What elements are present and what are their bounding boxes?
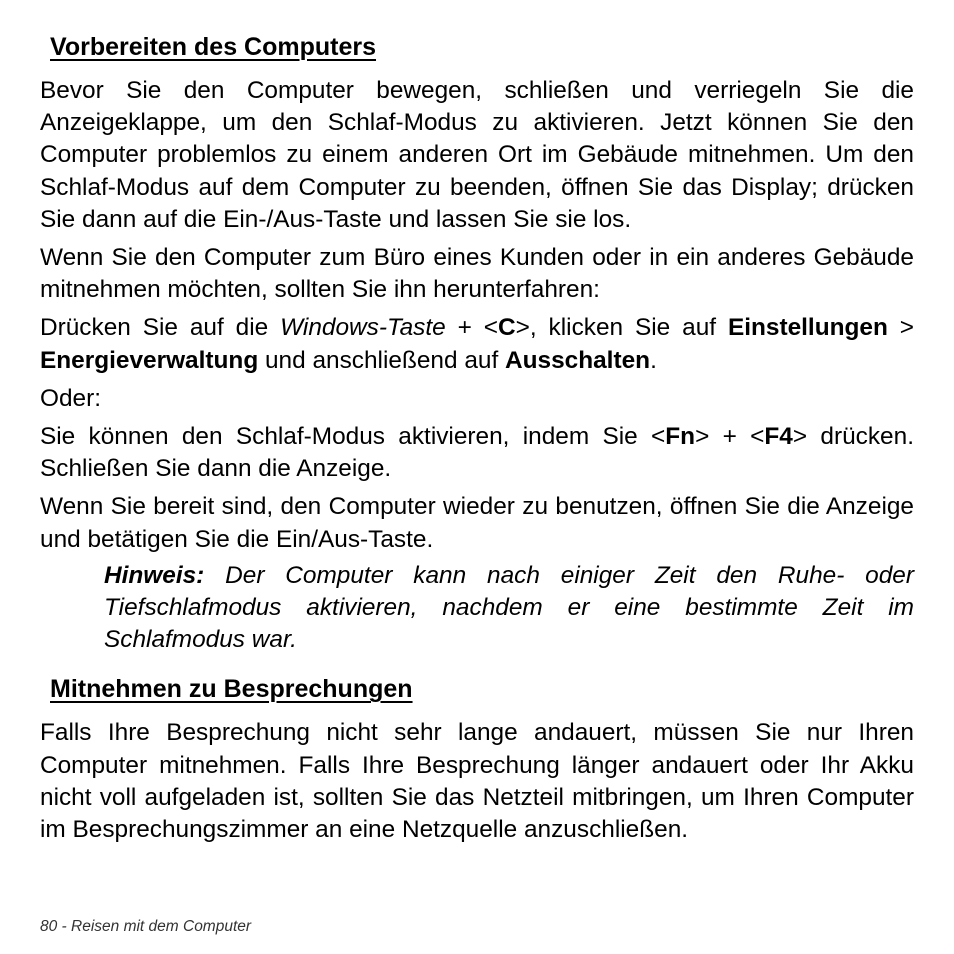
text-run: > [887, 314, 915, 342]
document-page [40, 30, 914, 846]
note-text: Der Computer kann nach einiger Zeit den Ruhe- oder Tiefschlafmodus aktivieren, nachdem er eine bestimmte Zeit im Schlafmodus war. [104, 561, 914, 654]
text-run: . [650, 346, 657, 374]
shutdown-term: Ausschalten [505, 346, 651, 374]
key-f4: F4 [764, 423, 793, 451]
page-footer: 80 - Reisen mit dem Computer [40, 918, 252, 935]
paragraph-fn-f4 [40, 421, 914, 485]
note-block [104, 560, 914, 657]
text-run: Sie können den Schlaf-Modus aktivieren, indem Sie < [40, 423, 666, 451]
text-run: > drücken. Schließen Sie dann die Anzeige. [40, 423, 914, 483]
text-run: Drücken Sie auf die [40, 314, 281, 342]
text-run: > + < [695, 423, 765, 451]
key-fn: Fn [665, 423, 696, 451]
section-heading-preparing: Vorbereiten des Computers [50, 33, 377, 61]
paragraph-shutdown-steps [40, 312, 914, 376]
paragraph-resume: Wenn Sie bereit sind, den Computer wieder zu benutzen, öffnen Sie die Anzeige und betätigen Sie die Ein/Aus-Taste. [40, 493, 914, 553]
settings-term: Einstellungen [727, 314, 888, 342]
paragraph-meetings: Falls Ihre Besprechung nicht sehr lange andauert, müssen Sie nur Ihren Computer mitnehmen. Falls Ihre Besprechung länger andauert oder Ihr Akku nicht voll aufgeladen ist, sollten Sie das Netzteil mitbringen, um Ihren Computer im Besprechungszimmer an eine Netzquelle anzuschließen. [40, 719, 914, 844]
paragraph-or: Oder: [40, 384, 102, 412]
paragraph-shutdown-intro: Wenn Sie den Computer zum Büro eines Kunden oder in ein anderes Gebäude mitnehmen möchten, sollten Sie ihn herunterfahren: [40, 244, 914, 304]
text-run: >, klicken Sie auf [515, 314, 728, 342]
text-run: und anschließend auf [258, 346, 506, 374]
key-c: C [498, 314, 516, 342]
note-label: Hinweis: [104, 561, 205, 589]
paragraph-sleep-mode: Bevor Sie den Computer bewegen, schließen und verriegeln Sie die Anzeigeklappe, um den Schlaf-Modus zu aktivieren. Jetzt können Sie den Computer problemlos zu einem anderen Ort im Gebäude mitnehmen. Um den Schlaf-Modus auf dem Computer zu beenden, öffnen Sie das Display; drücken Sie dann auf die Ein-/Aus-Taste und lassen Sie sie los. [40, 77, 914, 233]
section-heading-meetings: Mitnehmen zu Besprechungen [50, 675, 413, 704]
power-management-term: Energieverwaltung [40, 346, 259, 374]
text-run: + < [445, 314, 499, 342]
windows-key-term: Windows-Taste [280, 314, 446, 342]
